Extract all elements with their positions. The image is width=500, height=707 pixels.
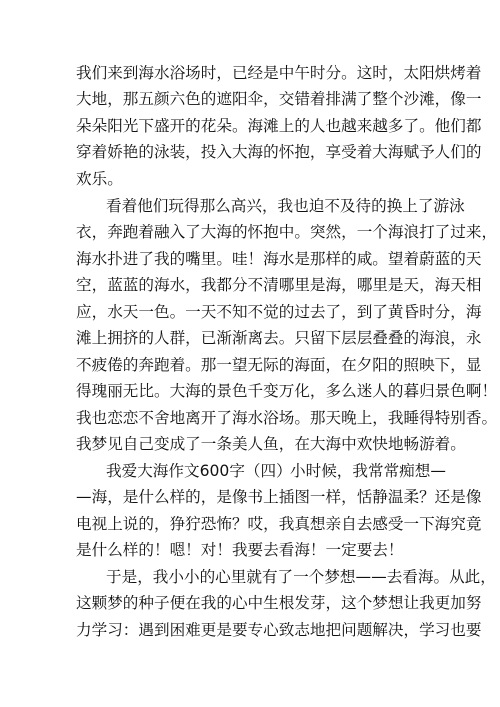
text-line: 空，蓝蓝的海水，我都分不清哪里是海，哪里是天，海天相 xyxy=(76,276,482,294)
text-line: 衣，奔跑着融入了大海的怀抱中。突然，一个海浪打了过来， xyxy=(76,223,498,241)
text-line: 欢乐。 xyxy=(76,170,123,188)
text-line: 小时候，我常常痴想— xyxy=(290,462,446,480)
text-line: 不疲倦的奔跑着。那一望无际的海面，在夕阳的照映下，显 xyxy=(76,356,482,374)
text-line: 得瑰丽无比。大海的景色千变万化，多么迷人的暮归景色啊！ xyxy=(76,382,498,400)
text-line: 力学习：遇到困难更是要专心致志地把问题解决，学习也要 xyxy=(76,621,482,639)
text-line: 于是，我小小的心里就有了一个梦想——去看海。从此， xyxy=(106,568,496,586)
text-line: 我梦见自己变成了一条美人鱼，在大海中欢快地畅游着。 xyxy=(76,435,466,453)
text-line: 朵朵阳光下盛开的花朵。海滩上的人也越来越多了。他们都 xyxy=(76,117,482,135)
text-line: —海，是什么样的，是像书上插图一样，恬静温柔？还是像 xyxy=(76,488,482,506)
text-line: 这颗梦的种子便在我的心中生根发芽，这个梦想让我更加努 xyxy=(76,594,482,612)
text-line: 穿着娇艳的泳装，投入大海的怀抱，享受着大海赋予人们的 xyxy=(76,143,482,161)
text-line: 看着他们玩得那么高兴，我也迫不及待的换上了游泳 xyxy=(106,197,465,215)
text-line: 海水扑进了我的嘴里。哇！海水是那样的咸。望着蔚蓝的天 xyxy=(76,250,482,268)
text-line: 电视上说的，狰狞恐怖？哎，我真想亲自去感受一下海究竟 xyxy=(76,515,482,533)
text-line: 我们来到海水浴场时，已经是中午时分。这时，太阳烘烤着 xyxy=(76,64,482,82)
section-heading: 我爱大海作文600字（四） xyxy=(106,462,292,480)
text-line: 我也恋恋不舍地离开了海水浴场。那天晚上，我睡得特别香。 xyxy=(76,409,498,427)
text-line: 滩上拥挤的人群，已渐渐离去。只留下层层叠叠的海浪，永 xyxy=(76,329,482,347)
text-line: 大地，那五颜六色的遮阳伞，交错着排满了整个沙滩，像一 xyxy=(76,90,482,108)
text-line: 应，水天一色。一天不知不觉的过去了，到了黄昏时分，海 xyxy=(76,303,482,321)
text-line: 是什么样的！嗯！对！我要去看海！一定要去！ xyxy=(76,541,404,559)
